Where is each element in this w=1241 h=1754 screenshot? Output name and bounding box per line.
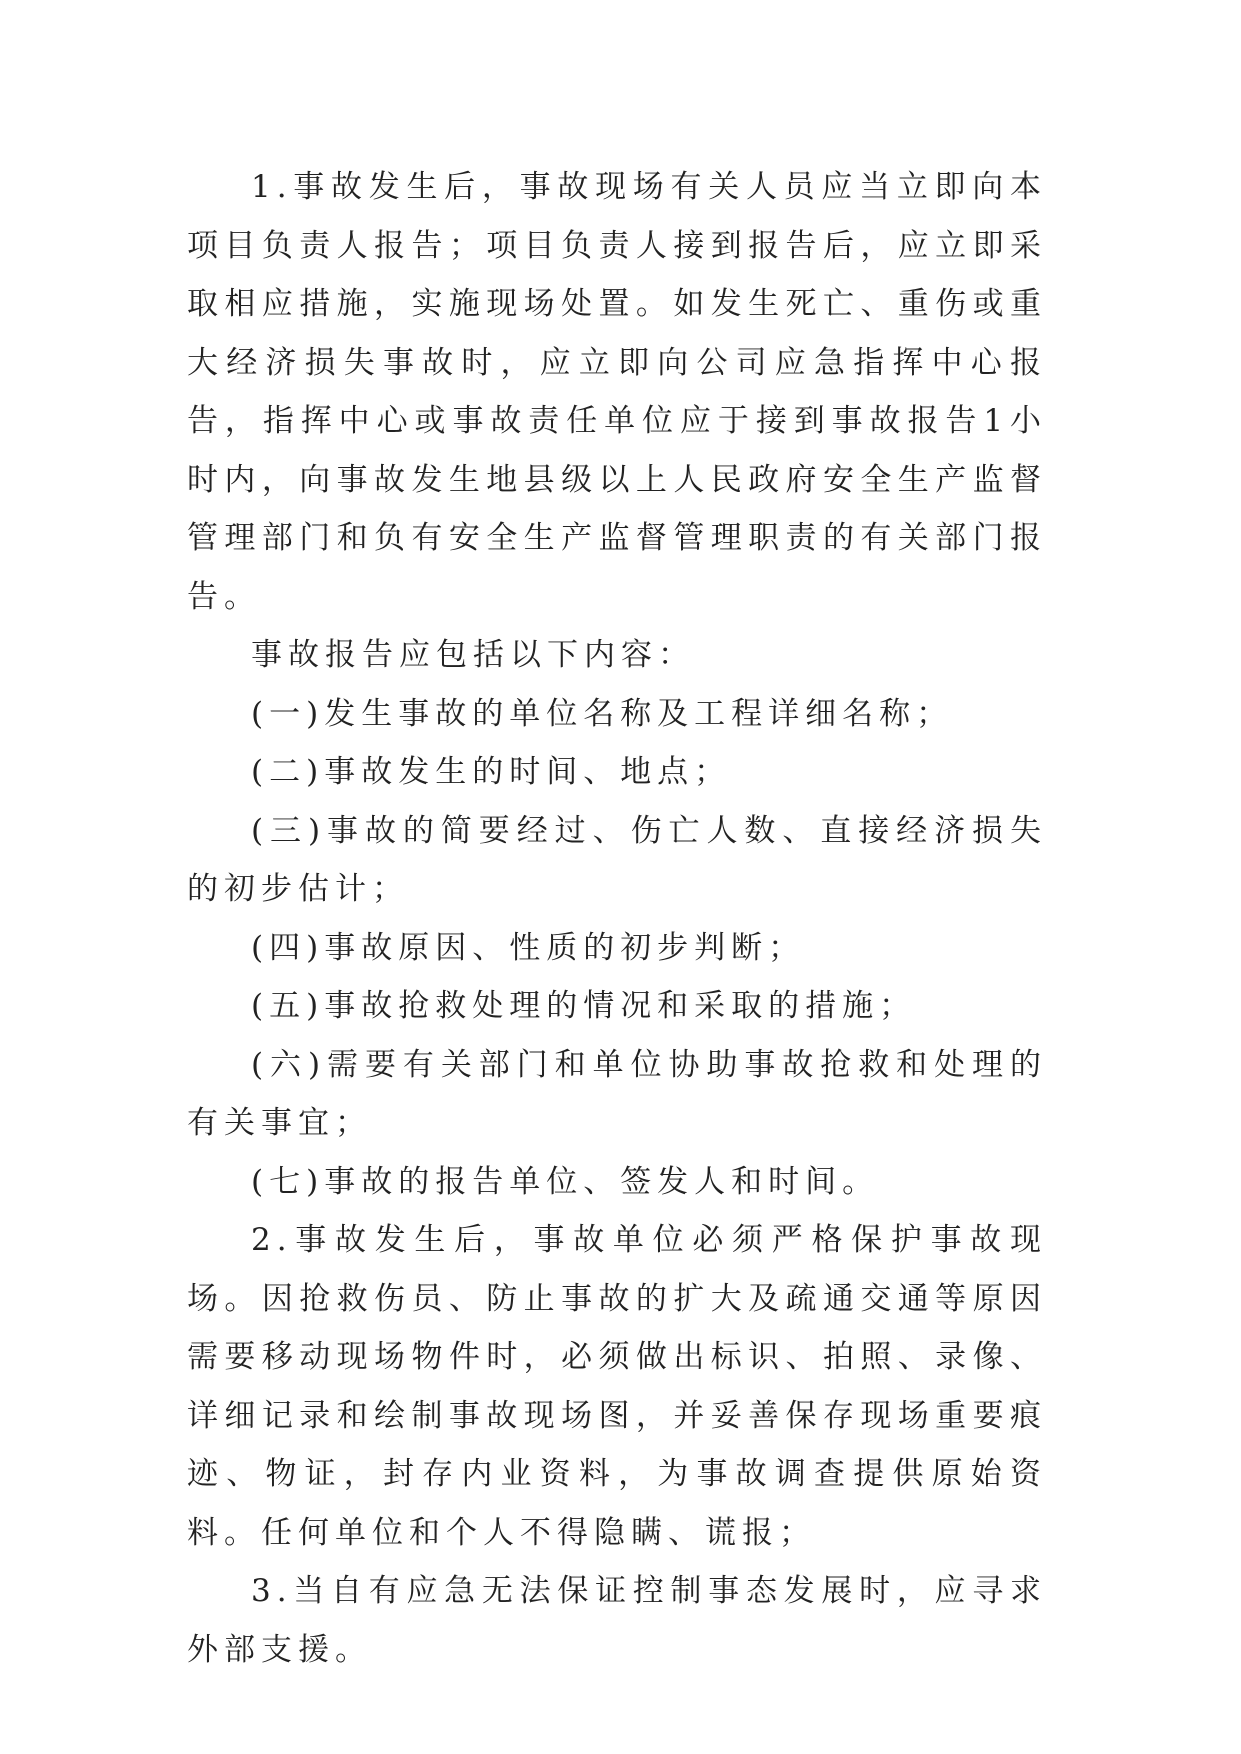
list-item-6: (六)需要有关部门和单位协助事故抢救和处理的有关事宜；: [187, 1046, 1047, 1141]
paragraph-report-procedure: 1.事故发生后，事故现场有关人员应当立即向本项目负责人报告；项目负责人接到报告后，应立即采取相应措施，实施现场处置。如发生死亡、重伤或重大经济损失事故时，应立即向公司应急指挥中心报告，指挥中心或事故责任单位应于接到事故报告1小时内，向事故发生地县级以上人民政府安全生产监督管理部门和负有安全生产监督管理职责的有关部门报告。: [187, 169, 1047, 615]
paragraph-report-contents-intro: 事故报告应包括以下内容：: [251, 637, 695, 673]
list-item-2: (二)事故发生的时间、地点；: [251, 754, 732, 790]
list-item-7: (七)事故的报告单位、签发人和时间。: [251, 1163, 880, 1200]
list-item-3: (三)事故的简要经过、伤亡人数、直接经济损失的初步估计；: [187, 812, 1047, 907]
document-body: [187, 158, 1047, 1679]
list-item-4: (四)事故原因、性质的初步判断；: [251, 929, 806, 966]
list-item-1: (一)发生事故的单位名称及工程详细名称；: [251, 695, 954, 732]
list-item-5: (五)事故抢救处理的情况和采取的措施；: [251, 988, 917, 1024]
paragraph-external-support: 3.当自有应急无法保证控制事态发展时，应寻求外部支援。: [187, 1573, 1047, 1668]
paragraph-protect-scene: 2.事故发生后，事故单位必须严格保护事故现场。因抢救伤员、防止事故的扩大及疏通交通等原因需要移动现场物件时，必须做出标识、拍照、录像、详细记录和绘制事故现场图，并妥善保存现场重要痕迹、物证，封存内业资料，为事故调查提供原始资料。任何单位和个人不得隐瞒、谎报；: [187, 1222, 1047, 1551]
